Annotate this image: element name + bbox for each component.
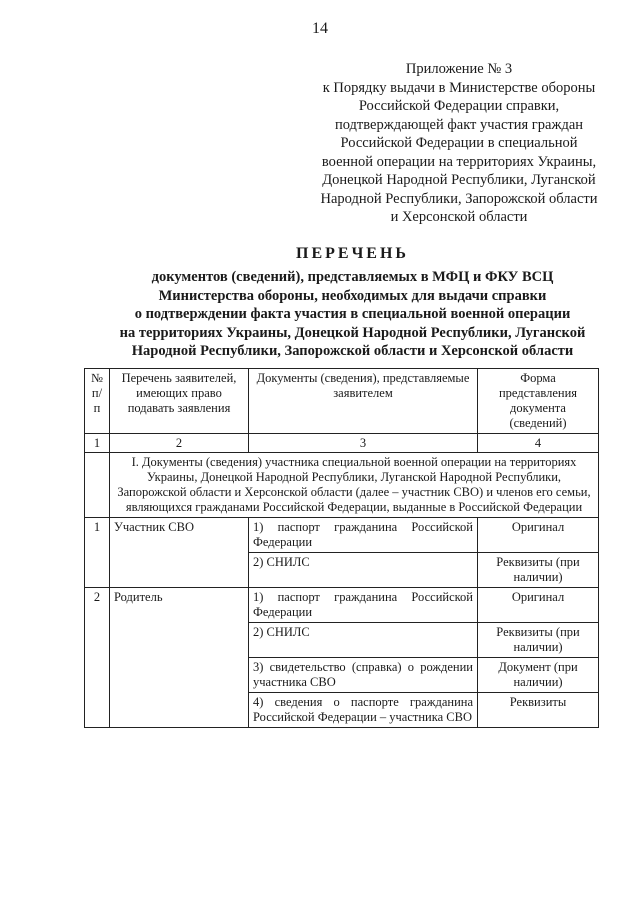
column-number: 4 <box>478 434 599 453</box>
appendix-line: Российской Федерации справки, <box>358 98 560 114</box>
header-applicants: Перечень заявителей, имеющих право подавать заявления <box>110 369 249 434</box>
document-cell: 1) паспорт гражданина Российской Федерации <box>249 588 478 623</box>
title-heading: ПЕРЕЧЕНЬ <box>296 245 409 262</box>
column-number: 2 <box>110 434 249 453</box>
column-number: 1 <box>85 434 110 453</box>
title-line: о подтверждении факта участия в специальной военной операции <box>134 306 571 322</box>
appendix-line: к Порядку выдачи в Министерстве обороны <box>322 79 596 96</box>
appendix-line: Донецкой Народной Республики, Луганской <box>322 172 596 188</box>
row-number: 2 <box>85 588 110 728</box>
appendix-line: Российской Федерации в специальной <box>340 135 578 151</box>
table-row <box>85 518 599 553</box>
document-cell: 1) паспорт гражданина Российской Федерации <box>249 518 478 553</box>
documents-table <box>84 368 599 728</box>
header-form: Форма представления документа (сведений) <box>478 369 599 434</box>
applicant-cell: Родитель <box>110 588 249 728</box>
table-row <box>85 588 599 623</box>
appendix-line: Народной Республики, Запорожской области <box>320 190 598 207</box>
appendix-line: Приложение № 3 <box>405 61 513 77</box>
column-number: 3 <box>249 434 478 453</box>
table-header-row <box>85 369 599 434</box>
appendix-line: подтверждающей факт участия граждан <box>334 116 584 133</box>
page-number: 14 <box>312 20 328 37</box>
form-cell: Оригинал <box>478 518 599 553</box>
applicant-cell: Участник СВО <box>110 518 249 588</box>
header-num: № п/п <box>85 369 110 434</box>
form-cell: Оригинал <box>478 588 599 623</box>
appendix-note <box>300 60 618 227</box>
document-cell: 2) СНИЛС <box>249 553 478 588</box>
header-documents: Документы (сведения), представляемые заявителем <box>249 369 478 434</box>
title-line: на территориях Украины, Донецкой Народной Республики, Луганской <box>119 324 586 341</box>
document-title <box>60 245 640 361</box>
document-cell: 4) сведения о паспорте гражданина Российской Федерации – участника СВО <box>249 693 478 728</box>
document-cell: 2) СНИЛС <box>249 623 478 658</box>
form-cell: Реквизиты (при наличии) <box>478 623 599 658</box>
section-row <box>85 453 599 518</box>
document-cell: 3) свидетельство (справка) о рождении участника СВО <box>249 658 478 693</box>
form-cell: Реквизиты (при наличии) <box>478 553 599 588</box>
section-title: I. Документы (сведения) участника специальной военной операции на территориях Украины, Донецкой Народной Республики, Луганской Народной Республики, Запорожской области и Херсонской области (далее – участник СВО) и членов его семьи, являющихся гражданами Российской Федерации, выданные в Российской Федерации <box>110 453 599 518</box>
row-number: 1 <box>85 518 110 588</box>
form-cell: Реквизиты <box>478 693 599 728</box>
form-cell: Документ (при наличии) <box>478 658 599 693</box>
column-numbers-row <box>85 434 599 453</box>
section-num-cell <box>85 453 110 518</box>
appendix-line: военной операции на территориях Украины, <box>321 153 597 170</box>
appendix-line: и Херсонской области <box>390 209 528 225</box>
title-line: Министерства обороны, необходимых для выдачи справки <box>158 287 547 304</box>
title-line: Народной Республики, Запорожской области и Херсонской области <box>131 343 574 359</box>
title-line: документов (сведений), представляемых в МФЦ и ФКУ ВСЦ <box>151 269 554 285</box>
